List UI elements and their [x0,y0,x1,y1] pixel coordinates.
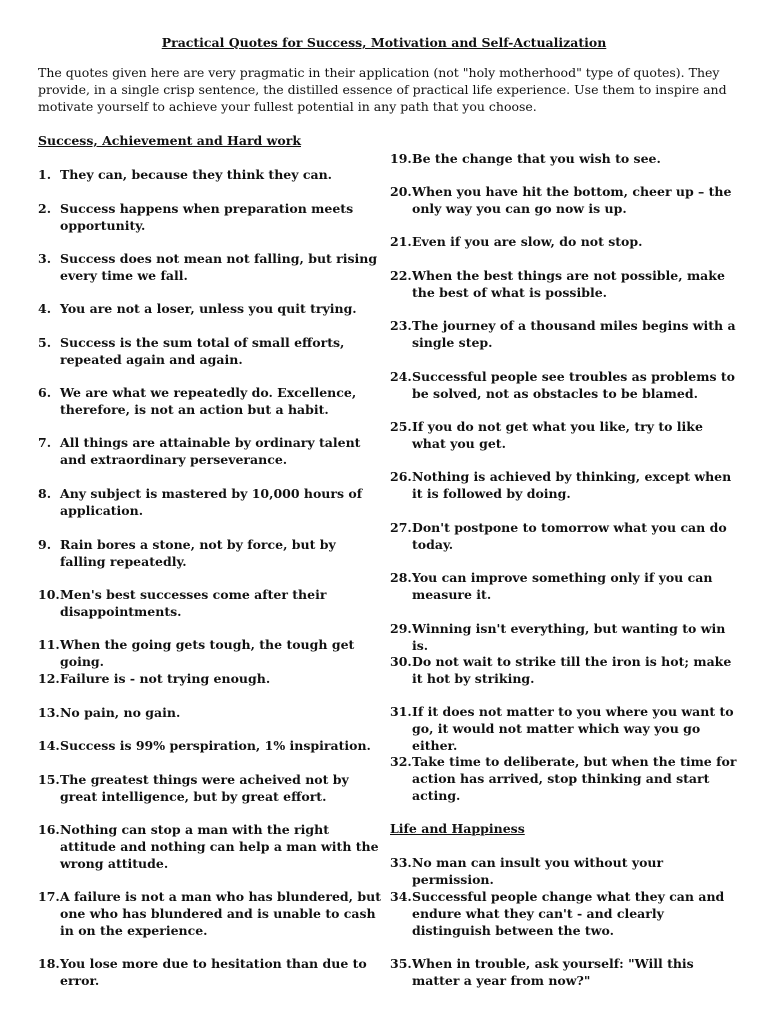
quote-item [390,183,740,217]
quote-text: You are not a loser, unless you quit trying. [60,301,357,316]
quote-number: 14. [38,738,60,753]
quote-number: 13. [38,705,60,720]
quote-text: Nothing can stop a man with the right attitude and nothing can help a man with the wrong attitude. [60,822,379,871]
quote-number: 26. [390,469,412,484]
quote-number: 34. [390,889,412,904]
quote-text: A failure is not a man who has blundered, but one who has blundered and is unable to cash in on the experience. [60,889,381,938]
quote-item [38,536,383,570]
quote-item [38,200,383,234]
quote-number: 12. [38,671,60,686]
quote-number: 5. [38,335,52,350]
quote-item [38,384,383,418]
quote-item [390,418,740,452]
intro-paragraph: The quotes given here are very pragmatic in their application (not "holy motherhood" type of quotes). They provide, in a single crisp sentence, the distilled essence of practical life experience. Use them to inspire and motivate yourself to achieve your fullest potential in any path that you choose. [38,65,727,114]
quote-item [38,955,383,989]
quote-item [38,821,383,872]
quote-number: 29. [390,621,412,636]
quote-number: 2. [38,201,52,216]
quote-number: 28. [390,570,412,585]
quote-number: 8. [38,486,52,501]
quote-item [38,300,383,317]
quote-text: Success is 99% perspiration, 1% inspiration. [60,738,371,753]
quote-text: Rain bores a stone, not by force, but by falling repeatedly. [60,537,336,569]
quote-item [390,753,740,804]
quote-item [390,854,740,888]
quote-text: If you do not get what you like, try to like what you get. [412,419,703,451]
quote-text: Even if you are slow, do not stop. [412,234,643,249]
quote-number: 19. [390,151,412,166]
quote-item [38,485,383,519]
quote-number: 3. [38,251,52,266]
quote-number: 23. [390,318,412,333]
quote-number: 15. [38,772,60,787]
quote-number: 7. [38,435,52,450]
quote-number: 18. [38,956,60,971]
quote-text: When the best things are not possible, make the best of what is possible. [412,268,725,300]
quote-item [390,955,740,989]
quote-text: Nothing is achieved by thinking, except when it is followed by doing. [412,469,732,501]
quote-text: Don't postpone to tomorrow what you can do today. [412,520,727,552]
quote-text: Failure is - not trying enough. [60,671,271,686]
quote-text: When in trouble, ask yourself: "Will this matter a year from now?" [412,956,694,988]
quote-text: We are what we repeatedly do. Excellence, therefore, is not an action but a habit. [60,385,357,417]
quote-item [390,620,740,654]
quote-item [390,569,740,603]
quote-text: The greatest things were acheived not by great intelligence, but by great effort. [60,772,349,804]
quote-item [390,150,740,167]
quote-text: Successful people change what they can and endure what they can't - and clearly distinguish between the two. [412,889,725,938]
quote-text: Success happens when preparation meets opportunity. [60,201,354,233]
quote-text: Success does not mean not falling, but rising every time we fall. [60,251,378,283]
section-heading-success: Success, Achievement and Hard work [38,133,301,148]
quote-number: 31. [390,704,412,719]
quote-item [390,888,740,939]
quote-item [390,519,740,553]
quote-item [38,704,383,721]
quote-text: Successful people see troubles as problems to be solved, not as obstacles to be blamed. [412,369,735,401]
quote-item [38,434,383,468]
quote-item [38,636,383,670]
quote-text: You lose more due to hesitation than due to error. [60,956,367,988]
quote-item [38,888,383,939]
quote-number: 21. [390,234,412,249]
quote-text: You can improve something only if you can measure it. [412,570,713,602]
quote-item [38,670,383,687]
quote-text: Winning isn't everything, but wanting to win is. [412,621,726,653]
quote-number: 10. [38,587,60,602]
quote-item [390,233,740,250]
quote-item [390,368,740,402]
quote-item [38,737,383,754]
quote-text: If it does not matter to you where you want to go, it would not matter which way you go either. [412,704,734,753]
quote-number: 6. [38,385,52,400]
section-heading-life: Life and Happiness [390,821,525,836]
quote-text: Success is the sum total of small efforts, repeated again and again. [60,335,345,367]
quote-item [38,334,383,368]
quote-text: No man can insult you without your permission. [412,855,664,887]
quote-text: Men's best successes come after their disappointments. [60,587,327,619]
quote-number: 11. [38,637,60,652]
quote-number: 32. [390,754,412,769]
quote-item [390,653,740,687]
quote-text: When you have hit the bottom, cheer up – the only way you can go now is up. [412,184,732,216]
quote-number: 1. [38,167,52,182]
quote-item [390,703,740,754]
quote-number: 30. [390,654,412,669]
quote-number: 16. [38,822,60,837]
quote-text: When the going gets tough, the tough get going. [60,637,355,669]
page-title: Practical Quotes for Success, Motivation and Self-Actualization [161,35,607,50]
quote-text: No pain, no gain. [60,705,181,720]
quote-item [38,586,383,620]
quote-item [390,317,740,351]
quote-number: 33. [390,855,412,870]
quote-number: 35. [390,956,412,971]
quote-item [390,468,740,502]
quote-number: 17. [38,889,60,904]
quote-number: 9. [38,537,52,552]
quote-text: All things are attainable by ordinary talent and extraordinary perseverance. [60,435,361,467]
quote-number: 4. [38,301,52,316]
quote-text: Take time to deliberate, but when the time for action has arrived, stop thinking and start acting. [412,754,737,803]
quote-item [390,267,740,301]
quote-number: 27. [390,520,412,535]
quote-item [38,166,383,183]
quote-number: 22. [390,268,412,283]
quote-item [38,250,383,284]
quote-number: 20. [390,184,412,199]
quote-text: Be the change that you wish to see. [412,151,661,166]
quote-text: They can, because they think they can. [60,167,333,182]
quote-item [38,771,383,805]
quote-text: Do not wait to strike till the iron is hot; make it hot by striking. [412,654,732,686]
quote-text: Any subject is mastered by 10,000 hours of application. [60,486,363,518]
quote-number: 24. [390,369,412,384]
quote-text: The journey of a thousand miles begins with a single step. [412,318,736,350]
quote-number: 25. [390,419,412,434]
